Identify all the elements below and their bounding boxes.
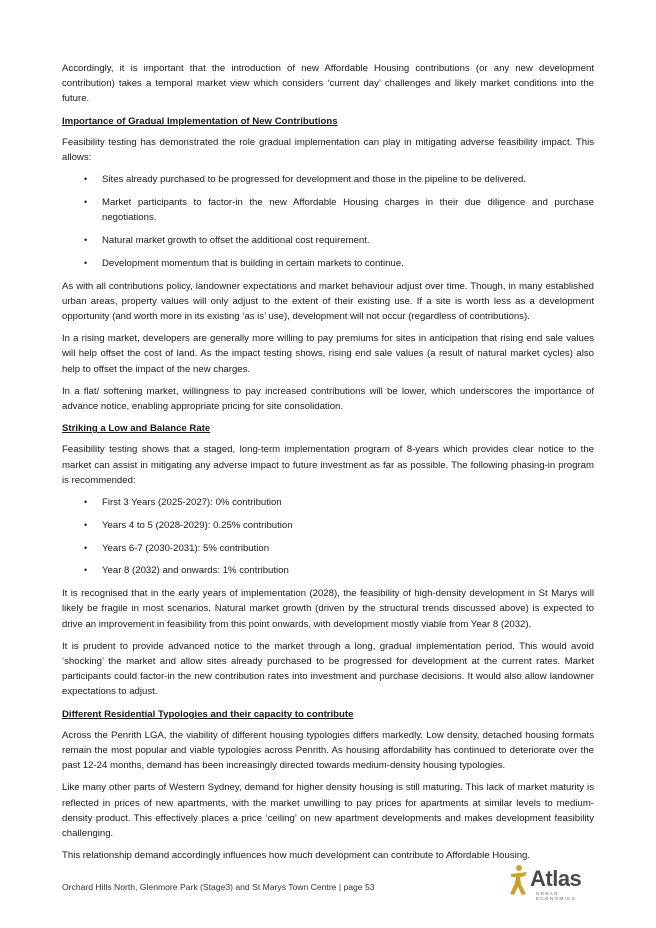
bullet-icon: • [84, 235, 88, 246]
paragraph: This relationship demand accordingly influences how much development can contribute to Affordable Housing. [62, 850, 531, 862]
paragraph: As with all contributions policy, landowner expectations and market behaviour adjust over time. Though, in many established urban areas, property values will only adjust to the extent of their existing use. If a site is worth less as a development opportunity (and worth more in its existing ‘as is’ use), development will not occur (regardless of contributions). [62, 280, 594, 323]
bullet-icon: • [84, 257, 88, 268]
bullet-icon: • [84, 565, 88, 576]
paragraph: In a flat/ softening market, willingness to pay increased contributions will be lower, which underscores the importance of advance notice, enabling appropriate pricing for site consolidation. [62, 385, 594, 413]
bullet-list [62, 495, 594, 579]
paragraph: Feasibility testing shows that a staged, long-term implementation program of 8-years which provides clear notice to the market can assist in mitigating any adverse impact to future investment as far as possible. The following phasing-in program is recommended: [62, 444, 594, 486]
bullet-list [62, 172, 594, 271]
list-item: • Sites already purchased to be progressed for development and those in the pipeline to be delivered. [62, 172, 594, 187]
paragraph: Like many other parts of Western Sydney, demand for higher density housing is still maturing. This lack of market maturity is reflected in prices of new apartments, with the market unwilling to pay prices for apartments at similar levels to medium-density product. This effectively places a price ‘ceiling’ on new apartment developments and makes development feasibility challenging. [62, 782, 594, 840]
list-item: • Years 6-7 (2030-2031): 5% contribution [62, 541, 594, 556]
list-item: • First 3 Years (2025-2027): 0% contribution [62, 495, 594, 510]
paragraph: It is prudent to provide advanced notice to the market through a long, gradual implementation period. This would avoid ‘shocking’ the market and allow sites already purchased to be progressed for development at the current rates. Market participants could factor-in the new contribution rates into investment and purchase decisions. It would also allow landowner expectations to adjust. [62, 640, 594, 698]
list-item: • Year 8 (2032) and onwards: 1% contribution [62, 563, 594, 578]
section-heading: Different Residential Typologies and their capacity to contribute [62, 708, 354, 720]
paragraph: Feasibility testing has demonstrated the role gradual implementation can play in mitigating adverse feasibility impact. This allows: [62, 136, 594, 164]
page-footer: Orchard Hills North, Glenmore Park (Stage3) and St Marys Town Centre | page 53 [62, 882, 375, 892]
page-body [62, 61, 594, 870]
logo-wordmark: Atlas [530, 866, 582, 891]
list-item: • Natural market growth to offset the additional cost requirement. [62, 233, 594, 248]
logo-subtitle: URBAN ECONOMICS [536, 891, 577, 901]
bullet-icon: • [84, 174, 88, 185]
list-item: • Years 4 to 5 (2028-2029): 0.25% contribution [62, 518, 594, 533]
section-heading: Striking a Low and Balance Rate [62, 423, 211, 435]
paragraph: It is recognised that in the early years of implementation (2028), the feasibility of high-density development in St Marys will likely be fragile in most scenarios. Natural market growth (driven by the structural trends discussed above) is expected to drive an improvement in feasibility from this point onwards, with development mostly viable from Year 8 (2032). [62, 588, 594, 630]
list-item: • Market participants to factor-in the new Affordable Housing charges in their due diligence and purchase negotiations. [84, 197, 594, 224]
list-item: • Development momentum that is building in certain markets to continue. [62, 256, 594, 271]
paragraph: Accordingly, it is important that the introduction of new Affordable Housing contributions (or any new development contribution) takes a temporal market view which considers ‘current day’ challenges and likely market conditions into the future. [62, 63, 594, 105]
atlas-logo [508, 864, 598, 900]
paragraph: In a rising market, developers are generally more willing to pay premiums for sites in anticipation that rising end sale values will help offset the cost of land. As the impact testing shows, rising end sale values (a result of natural market cycles) also help to offset the impact of the new charges. [62, 333, 594, 375]
section-heading: Importance of Gradual Implementation of New Contributions [62, 115, 338, 127]
bullet-icon: • [84, 519, 88, 530]
bullet-icon: • [84, 197, 88, 208]
bullet-icon: • [84, 497, 88, 508]
paragraph: Across the Penrith LGA, the viability of different housing typologies differs markedly. Low density, detached housing formats remain the most popular and viable typologies across Penrith. As housing affordability has continued to deteriorate over the past 12-24 months, demand has been increasingly directed towards medium-density housing typologies. [62, 729, 594, 772]
bullet-icon: • [84, 542, 88, 553]
